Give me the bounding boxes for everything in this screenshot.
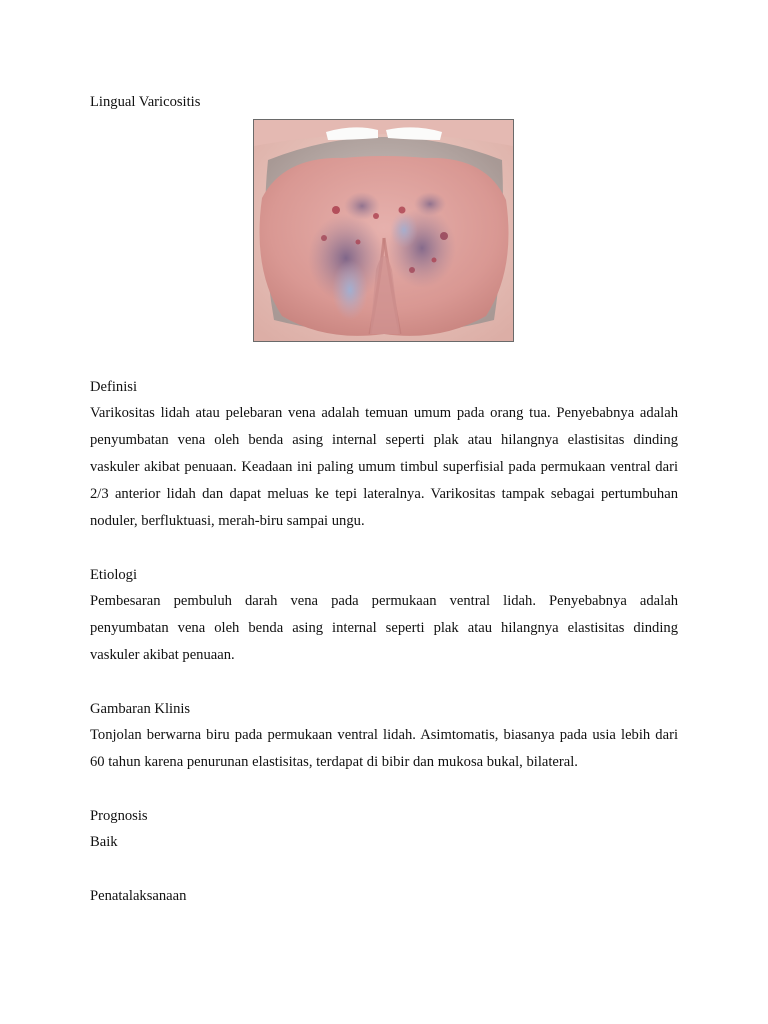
- paragraph-line: vaskuler akibat penuaan. Keadaan ini paling umum timbul superfisial pada permukaan ventral dari: [90, 459, 678, 475]
- section-body-gambaran-klinis: [90, 722, 678, 776]
- paragraph-line: Baik: [90, 834, 118, 850]
- paragraph-line: penyumbatan vena oleh benda asing internal seperti plak atau hilangnya elastisitas dinding: [90, 432, 678, 448]
- paragraph-line: noduler, berfluktuasi, merah-biru sampai ungu.: [90, 513, 365, 529]
- section-heading-gambaran-klinis: Gambaran Klinis: [90, 701, 191, 717]
- paragraph-line: Tonjolan berwarna biru pada permukaan ventral lidah. Asimtomatis, biasanya pada usia lebih dari: [90, 727, 678, 743]
- tongue-varicosity-photo: [253, 119, 514, 342]
- section-heading-etiologi: Etiologi: [90, 567, 138, 583]
- paragraph-line: penyumbatan vena oleh benda asing internal seperti plak atau hilangnya elastisitas dinding: [90, 620, 678, 636]
- paragraph-line: vaskuler akibat penuaan.: [90, 647, 235, 663]
- paragraph-line: 2/3 anterior lidah dan dapat meluas ke tepi lateralnya. Varikositas tampak sebagai pertumbuhan: [90, 486, 678, 502]
- section-heading-prognosis: Prognosis: [90, 808, 148, 824]
- paragraph-line: 60 tahun karena penurunan elastisitas, terdapat di bibir dan mukosa bukal, bilateral.: [90, 754, 578, 770]
- section-heading-penatalaksanaan: Penatalaksanaan: [90, 888, 187, 904]
- section-body-definisi: [90, 400, 678, 535]
- section-body-etiologi: [90, 588, 678, 669]
- section-heading-definisi: Definisi: [90, 379, 138, 395]
- page-title: Lingual Varicositis: [90, 94, 201, 110]
- section-body-prognosis: [90, 829, 678, 856]
- paragraph-line: Pembesaran pembuluh darah vena pada permukaan ventral lidah. Penyebabnya adalah: [90, 593, 678, 609]
- paragraph-line: Varikositas lidah atau pelebaran vena adalah temuan umum pada orang tua. Penyebabnya adalah: [90, 405, 678, 421]
